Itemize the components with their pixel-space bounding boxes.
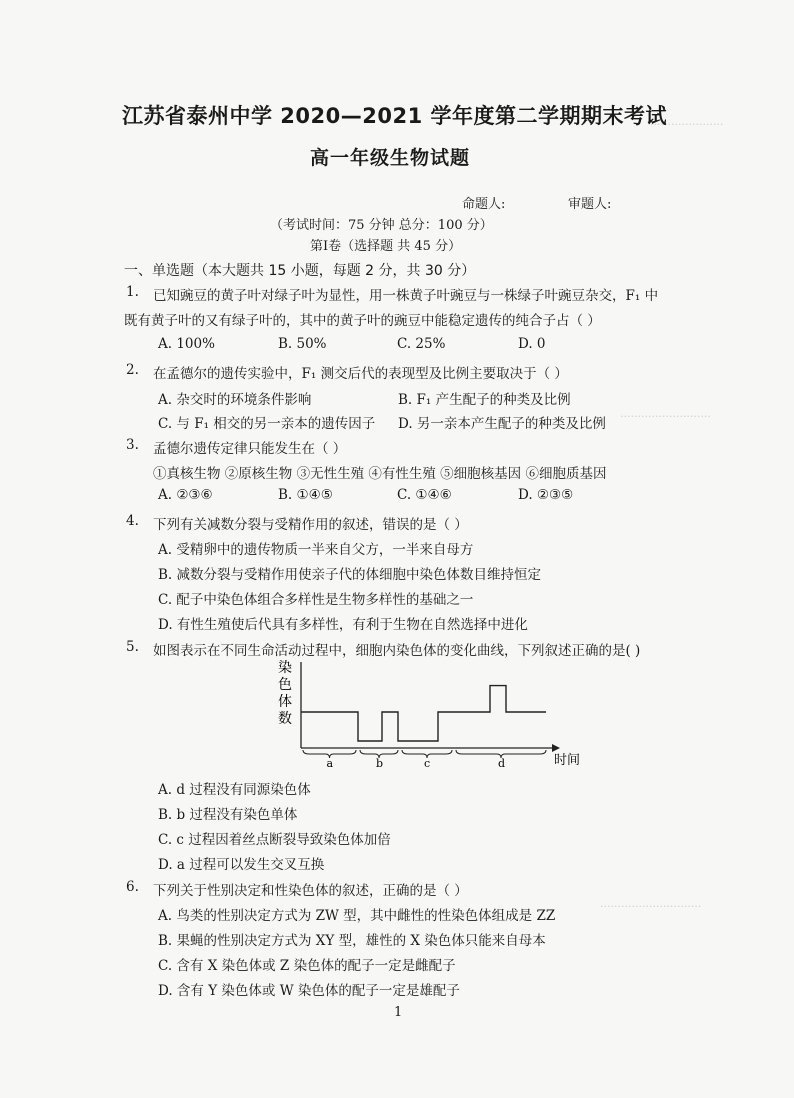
option-a: A. 100% bbox=[158, 336, 215, 352]
question-1-stem: 已知豌豆的黄子叶对绿子叶为显性，用一株黄子叶豌豆与一株绿子叶豌豆杂交，F₁ 中 bbox=[153, 288, 659, 304]
chart-ylabel-char: 染 bbox=[278, 660, 292, 676]
option-c: C. ①④⑥ bbox=[397, 487, 452, 503]
option-c: C. 25% bbox=[397, 336, 446, 352]
author-label: 命题人: bbox=[462, 197, 506, 212]
option-c: C. 配子中染色体组合多样性是生物多样性的基础之一 bbox=[158, 592, 474, 608]
option-b: B. 减数分裂与受精作用使亲子代的体细胞中染色体数目维持恒定 bbox=[158, 567, 542, 583]
option-d: D. 有性生殖使后代具有多样性，有利于生物在自然选择中进化 bbox=[158, 617, 528, 633]
option-a: A. 受精卵中的遗传物质一半来自父方，一半来自母方 bbox=[158, 542, 474, 558]
question-number: 4. bbox=[126, 513, 139, 529]
option-c: C. c 过程因着丝点断裂导致染色体加倍 bbox=[158, 832, 391, 848]
option-a: A. ②③⑥ bbox=[158, 487, 213, 503]
question-1-stem-cont: 既有黄子叶的又有绿子叶的，其中的黄子叶的豌豆中能稳定遗传的纯合子占（ ） bbox=[124, 313, 601, 329]
question-number: 3. bbox=[126, 437, 139, 453]
option-a: A. 鸟类的性别决定方式为 ZW 型，其中雌性的性染色体组成是 ZZ bbox=[158, 908, 556, 924]
chart-series-line bbox=[301, 686, 546, 741]
question-number: 1. bbox=[126, 284, 139, 300]
bleed-through-text: ····························· bbox=[600, 900, 702, 913]
option-d: D. 0 bbox=[518, 336, 546, 352]
option-b: B. b 过程没有染色单体 bbox=[158, 807, 298, 823]
exam-info: （考试时间：75 分钟 总分：100 分） bbox=[270, 218, 493, 233]
chart-category-label: a bbox=[326, 757, 334, 770]
question-3-stem: 孟德尔遗传定律只能发生在（ ） bbox=[153, 441, 347, 457]
option-b: B. F₁ 产生配子的种类及比例 bbox=[398, 392, 571, 408]
question-3-choices: ①真核生物 ②原核生物 ③无性生殖 ④有性生殖 ⑤细胞核基因 ⑥细胞质基因 bbox=[153, 466, 607, 482]
chart-category-label: d bbox=[498, 757, 506, 770]
bleed-through-text: ····················· bbox=[650, 118, 724, 131]
question-6-stem: 下列关于性别决定和性染色体的叙述，正确的是（ ） bbox=[153, 883, 468, 899]
chart-ylabel-char: 体 bbox=[278, 694, 292, 710]
option-b: B. ①④⑤ bbox=[278, 487, 333, 503]
chart-x-arrow bbox=[552, 744, 560, 752]
option-d: D. 另一亲本产生配子的种类及比例 bbox=[398, 416, 606, 432]
question-5-stem: 如图表示在不同生命活动过程中，细胞内染色体的变化曲线，下列叙述正确的是( ) bbox=[153, 643, 641, 659]
option-a: A. 杂交时的环境条件影响 bbox=[158, 392, 312, 408]
option-c: C. 含有 X 染色体或 Z 染色体的配子一定是雌配子 bbox=[158, 958, 456, 974]
question-number: 5. bbox=[126, 639, 139, 655]
option-d: D. ②③⑤ bbox=[518, 487, 574, 503]
exam-title: 江苏省泰州中学 2020—2021 学年度第二学期期末考试 bbox=[122, 104, 668, 128]
option-d: D. a 过程可以发生交叉互换 bbox=[158, 857, 325, 873]
option-b: B. 果蝇的性别决定方式为 XY 型，雄性的 X 染色体只能来自母本 bbox=[158, 933, 546, 949]
question-2-stem: 在孟德尔的遗传实验中，F₁ 测交后代的表现型及比例主要取决于（ ） bbox=[153, 366, 568, 382]
option-a: A. d 过程没有同源染色体 bbox=[158, 782, 311, 798]
chart-category-label: b bbox=[376, 757, 384, 770]
chart-xlabel: 时间 bbox=[554, 753, 581, 768]
option-c: C. 与 F₁ 相交的另一亲本的遗传因子 bbox=[158, 416, 376, 432]
section-heading: 一、单选题（本大题共 15 小题，每题 2 分，共 30 分） bbox=[124, 263, 476, 279]
chart-segment-brackets bbox=[303, 750, 546, 770]
chart-ylabel-char: 数 bbox=[278, 711, 292, 727]
bleed-through-text: ·························· bbox=[620, 410, 711, 423]
exam-subtitle: 高一年级生物试题 bbox=[310, 147, 471, 169]
chromosome-chart bbox=[270, 658, 590, 770]
option-d: D. 含有 Y 染色体或 W 染色体的配子一定是雄配子 bbox=[158, 983, 460, 999]
question-number: 2. bbox=[126, 362, 139, 378]
question-4-stem: 下列有关减数分裂与受精作用的叙述，错误的是（ ） bbox=[153, 517, 468, 533]
question-number: 6. bbox=[126, 879, 139, 895]
volume-label: 第Ⅰ卷（选择题 共 45 分） bbox=[310, 239, 462, 254]
reviewer-label: 审题人: bbox=[568, 197, 612, 212]
chart-category-label: c bbox=[424, 757, 431, 770]
chart-ylabel-char: 色 bbox=[278, 677, 292, 693]
option-b: B. 50% bbox=[278, 336, 327, 352]
page-number: 1 bbox=[394, 1005, 403, 1020]
